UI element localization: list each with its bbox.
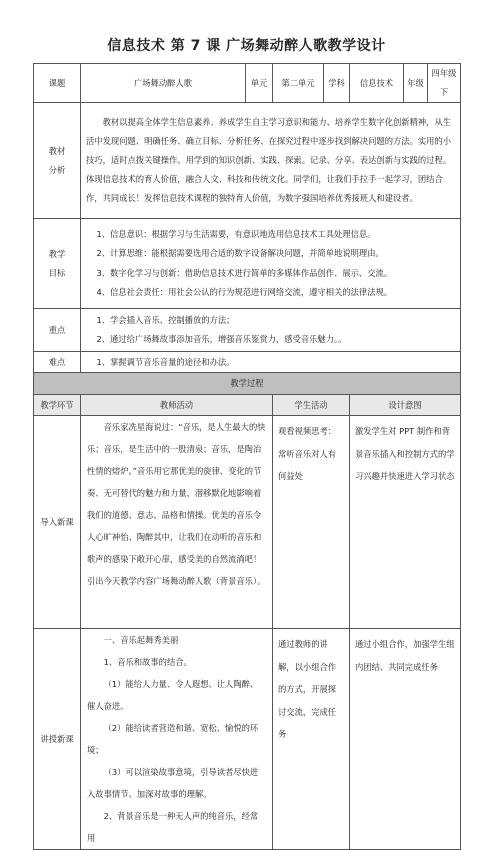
process-header-row <box>34 395 461 416</box>
goal-item: 3、数字化学习与创新：借助信息技术进行简单的多媒体作品创作、展示、交流。 <box>96 267 393 278</box>
lecture-line: 2、背景音乐是一种无人声的纯音乐，经常用 <box>87 811 259 843</box>
intro-student-activity: 观看视频思考：常听音乐对人有何益处 <box>273 416 350 629</box>
lecture-line: （2）能给读者营造和谐、宽松、愉悦的环境； <box>87 723 259 755</box>
unit-value: 第二单元 <box>273 64 324 103</box>
intro-teacher-text: 音乐家冼星海说过：“音乐，是人生最大的快乐；音乐，是生活中的一股清泉；音乐，是陶冶性情的熔炉。”音乐用它那优美的旋律、变化的节奏、无可替代的魅力和力量，潜移默化地影响着我们的道德、意志、品格和情操。优美的音乐令人心旷神怡、陶醉其中，让我们在动听的音乐和歌声的感染下敞开心扉，感受美的自然流淌吧！引出今天教学内容广场舞动醉人歌（背景音乐）。 <box>87 422 266 586</box>
analysis-label-line-2: 分析 <box>48 164 66 175</box>
lecture-teacher-activity <box>81 629 273 850</box>
key-points-list <box>81 309 461 352</box>
analysis-row <box>34 103 461 219</box>
topic-label: 课题 <box>34 64 81 103</box>
lesson-plan-table <box>33 63 461 850</box>
lecture-row <box>34 629 461 850</box>
document-title: 信息技术 第 7 课 广场舞动醉人歌教学设计 <box>107 38 386 54</box>
difficulty-item: 1、掌握调节音乐音量的途径和办法。 <box>96 356 235 367</box>
process-section-title: 教学过程 <box>34 373 461 395</box>
goal-item: 4、信息社会责任：用社会公认的行为规范进行网络交流，遵守相关的法律法规。 <box>96 287 393 297</box>
goals-list <box>81 219 461 309</box>
header-student: 学生活动 <box>273 395 350 416</box>
goals-row <box>34 219 461 309</box>
analysis-text: 教材以提高全体学生信息素养、养成学生自主学习意识和能力、培养学生数字化创新精神，从生活中发现问题、明确任务、确立目标、分析任务、在探究过程中逐步找到解决问题的方法。实用的小技巧，适时点拨关键操作。用学到的知识创新、实践、探索。记录、分享、表达创新与实践的过程。体现信息技术的育人价值，融合人文、科技和传统文化。同学们，让我们手拉手一起学习，团结合作，共同成长！发挥信息技术课程的独特育人价值，为数字强国培养优秀接班人和建设者。 <box>81 103 461 219</box>
lecture-line: 一、音乐起舞秀美丽 <box>103 635 179 645</box>
subject-label: 学科 <box>324 64 350 103</box>
header-purpose: 设计意图 <box>350 395 461 416</box>
lecture-line: （3）可以渲染故事意境，引导读者尽快进入故事情节、加深对故事的理解。 <box>87 767 259 799</box>
goals-label-line-2: 目标 <box>48 267 66 278</box>
subject-value: 信息技术 <box>350 64 404 103</box>
analysis-label-line-1: 教材 <box>48 145 66 156</box>
grade-value: 四年级下 <box>428 64 461 103</box>
header-stage: 教学环节 <box>34 395 81 416</box>
process-section-row <box>34 373 461 395</box>
difficulties-label: 难点 <box>34 352 81 373</box>
lecture-line: 1、音乐和故事的结合。 <box>103 657 192 667</box>
lecture-design-purpose: 通过小组合作，加强学生组内团结、共同完成任务 <box>350 629 461 850</box>
grade-label: 年级 <box>404 64 428 103</box>
key-point-item: 1、学会插入音乐、控制播放的方法； <box>96 315 235 325</box>
unit-label: 单元 <box>246 64 273 103</box>
goal-item: 1、信息意识：根据学习与生活需要，有意识地选用信息技术工具处理信息。 <box>96 228 376 239</box>
analysis-label <box>34 103 81 219</box>
topic-value: 广场舞动醉人歌 <box>81 64 246 103</box>
lecture-stage: 讲授新课 <box>34 629 81 850</box>
goals-label <box>34 219 81 309</box>
key-points-label: 重点 <box>34 309 81 352</box>
intro-teacher-activity <box>81 416 273 629</box>
difficulties-row <box>34 352 461 373</box>
info-row <box>34 64 461 103</box>
header-teacher: 教师活动 <box>81 395 273 416</box>
lecture-line: （1）能给人力量、令人遐想、让人陶醉、催人奋进。 <box>87 679 259 711</box>
key-points-row <box>34 309 461 352</box>
difficulties-list <box>81 352 461 373</box>
key-point-item: 2、通过给广场舞故事添加音乐，增强音乐鉴赏力，感受音乐魅力。。 <box>96 334 347 344</box>
lecture-student-activity: 通过教师的讲解，以小组合作的方式，开展探讨交流，完成任务 <box>273 629 350 850</box>
intro-stage: 导入新课 <box>34 416 81 629</box>
goal-item: 2、计算思维：能根据需要选用合适的数字设备解决问题，并简单地说明理由。 <box>96 248 384 258</box>
intro-row <box>34 416 461 629</box>
goals-label-line-1: 教学 <box>48 248 66 259</box>
intro-design-purpose: 激发学生对 PPT 制作和背景音乐插入和控制方式的学习兴趣并快速进入学习状态 <box>350 416 461 629</box>
